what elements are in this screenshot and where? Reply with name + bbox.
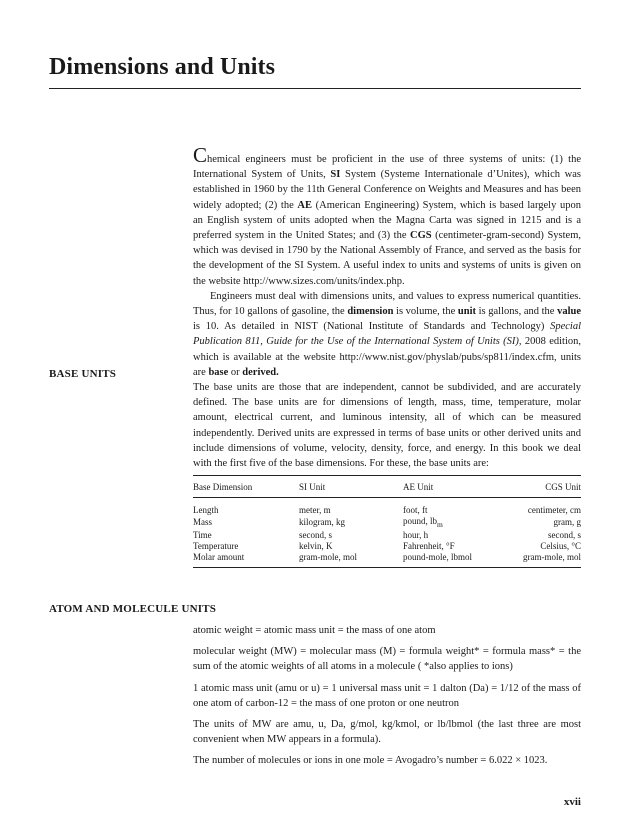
- table-cell: hour, h: [403, 529, 429, 540]
- page-number: xvii: [563, 796, 581, 808]
- list-item: The number of molecules or ions in one mole = Avogadro’s number = 6.022 × 1023.: [193, 755, 548, 767]
- drop-cap: C: [193, 143, 208, 167]
- atom-units-list: [193, 623, 581, 775]
- table-cell: meter, m: [299, 505, 331, 515]
- list-item: 1 atomic mass unit (amu or u) = 1 universal mass unit = 1 dalton (Da) = 1/12 of the mass of one atom of carbon-12 = the mass of one proton or one neutron: [193, 682, 581, 709]
- table-header: CGS Unit: [507, 476, 581, 498]
- table-cell: gram, g: [553, 517, 581, 528]
- list-item: molecular weight (MW) = molecular mass (M) = formula weight* = formula mass* = the sum of the atomic weights of all atoms in a molecule ( *also applies to ions): [193, 646, 581, 673]
- table-cell: pound-mole, lbmol: [403, 552, 507, 568]
- table-cell: kilogram, kg: [299, 517, 345, 528]
- table-cell: Celsius, °C: [540, 540, 581, 551]
- table-cell: Length: [193, 505, 219, 515]
- list-item: atomic weight = atomic mass unit = the mass of one atom: [193, 625, 436, 636]
- table-header-row: [193, 476, 581, 498]
- intro-paragraph-2: Engineers must deal with dimensions units, and values to express numerical quantities. Thus, for 10 gallons of gasoline, the dimension is volume, the unit is gallons, and the value is 10. As detailed in NIST (National Institute of Standards and Technology) Special Publication 811, Guide for the Use of the International System of Units (SI), 2008 edition, which is available at the website http://www.nist.gov/physlab/pubs/sp811/index.cfm, units are base or derived.: [193, 290, 582, 378]
- table-row: [193, 516, 581, 530]
- table-cell: kelvin, K: [299, 540, 333, 551]
- list-item: The units of MW are amu, u, Da, g/mol, kg/kmol, or lb/lbmol (the last three are most convenient when MW appears in a formula).: [193, 719, 581, 746]
- mass-subscript: m: [437, 519, 443, 529]
- base-units-table: [193, 475, 581, 568]
- table-row: [193, 530, 581, 541]
- table-cell: gram-mole, mol: [299, 552, 403, 568]
- base-units-paragraph: The base units are those that are independent, cannot be subdivided, and are accurately defined. The base units are for dimensions of length, mass, time, temperature, molar amount, electrical current, and luminous intensity, all of which can be measured independently. Derived units are expressed in terms of base units or other derived units and include dimensions of volume, velocity, density, force, and energy. In this book we deal with the first five of the base dimensions. For these, the base units are:: [193, 382, 581, 470]
- title-rule: [49, 88, 581, 89]
- table-cell: foot, ft: [403, 505, 428, 515]
- page-title: Dimensions and Units: [49, 54, 276, 80]
- table-cell: second, s: [299, 529, 332, 540]
- table-cell: second, s: [548, 529, 581, 540]
- table-cell: Mass: [193, 517, 213, 528]
- intro-text: [193, 143, 582, 380]
- table-row: [193, 541, 581, 552]
- intro-paragraph-1: Chemical engineers must be proficient in the use of three systems of units: (1) the International System of Units, SI System (Systeme Internationale d’Unites), which was established in 1960 by the 11th General Conference on Weights and Measures and has been widely adopted; (2) the AE (American Engineering) System, which is based largely upon an English system of units adopted when the Magna Carta was signed in 1215 and is a preferred system in the United States; and (3) the CGS (centimeter-gram-second) System, which was devised in 1790 by the National Assembly of France, and served as the basis for the development of the SI System. A useful index to units and systems of units is given on the website http://www.sizes.com/units/index.php.: [193, 143, 581, 287]
- table-header: Base Dimension: [193, 476, 299, 498]
- table-cell: Temperature: [193, 540, 239, 551]
- table-cell: Time: [193, 529, 212, 540]
- atom-units-heading: ATOM AND MOLECULE UNITS: [49, 603, 217, 615]
- table-cell: Molar amount: [193, 552, 299, 568]
- table-cell: Fahrenheit, °F: [403, 540, 455, 551]
- table-header: AE Unit: [403, 476, 507, 498]
- table-cell: centimeter, cm: [527, 505, 581, 515]
- table-cell: gram-mole, mol: [507, 552, 581, 568]
- table-cell: pound, $lb_m$: [403, 516, 443, 529]
- table-header: SI Unit: [299, 476, 403, 498]
- table-row: [193, 552, 581, 568]
- base-units-text: [193, 380, 581, 471]
- base-units-heading: BASE UNITS: [49, 368, 117, 380]
- table-row: [193, 498, 581, 517]
